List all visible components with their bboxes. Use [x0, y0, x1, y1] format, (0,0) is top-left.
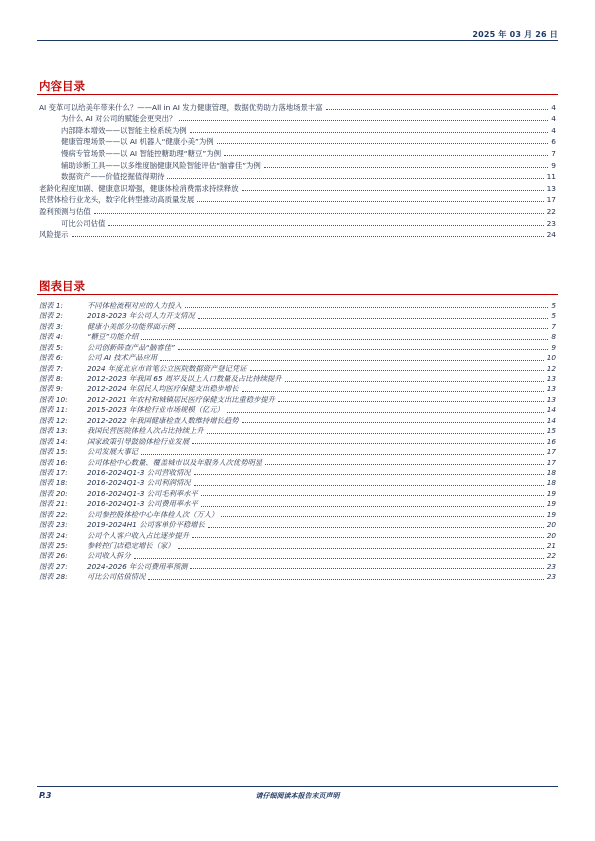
- figure-page: 19: [546, 499, 556, 509]
- figure-title: 2024-2026 年公司费用率预测: [87, 561, 188, 571]
- figure-leader: [178, 328, 549, 329]
- figure-leader: [185, 307, 548, 308]
- figure-page: 7: [551, 321, 556, 331]
- toc-entry-page: 17: [546, 195, 556, 205]
- figure-page: 5: [551, 300, 556, 310]
- toc-entry-page: 11: [546, 172, 556, 182]
- toc-leader: [72, 236, 544, 237]
- figure-label: 图表 11:: [39, 405, 68, 415]
- figure-title: 公司创新筛查产品“脑睿佳”: [87, 342, 175, 352]
- figure-entry[interactable]: [39, 404, 556, 414]
- toc-entry-text: 内部降本增效——以智能主检系统为例: [61, 125, 187, 135]
- toc-entry-text: 健康管理场景——以 AI 机器人“健康小美”为例: [61, 137, 214, 147]
- figure-label: 图表 12:: [39, 415, 68, 425]
- toc-entry-page: 23: [546, 218, 556, 228]
- figure-page: 16: [546, 436, 556, 446]
- figure-label: 图表 18:: [39, 478, 68, 488]
- toc-entry-page: 9: [551, 160, 556, 170]
- figure-label: 图表 25:: [39, 541, 68, 550]
- toc-entry-page: 6: [551, 137, 556, 147]
- page-number: P.3: [39, 791, 52, 800]
- figure-label: 图表 24:: [39, 530, 68, 540]
- figure-entry[interactable]: [39, 467, 556, 477]
- report-date: 2025 年 03 月 26 日: [472, 30, 558, 39]
- figure-title: 2016-2024Q1-3 公司费用率水平: [87, 499, 198, 509]
- figure-page: 13: [546, 374, 556, 383]
- figure-leader: [141, 339, 548, 340]
- figure-label: 图表 27:: [39, 561, 68, 571]
- figure-leader: [201, 495, 544, 496]
- footer-divider: [37, 786, 558, 787]
- header-divider: [37, 40, 558, 41]
- figure-title: 2015-2023 年体检行业市场规模（亿元）: [87, 405, 224, 415]
- toc-entry-page: 24: [546, 230, 556, 240]
- figure-title: 公司 AI 技术产品应用: [87, 353, 158, 363]
- figure-label: 图表 5:: [39, 342, 64, 352]
- figure-entry[interactable]: [39, 488, 556, 498]
- figure-title: 公司发展大事记: [87, 447, 139, 457]
- figure-leader: [242, 391, 544, 392]
- figure-page: 13: [546, 384, 556, 394]
- figure-label: 图表 16:: [39, 457, 68, 467]
- figure-entry[interactable]: [39, 342, 556, 352]
- figure-label: 图表 6:: [39, 353, 64, 363]
- figure-title: 国家政策引导鼓励体检行业发展: [87, 436, 190, 446]
- figure-entry[interactable]: [39, 363, 556, 373]
- figure-entry[interactable]: [39, 530, 556, 540]
- figure-entry[interactable]: [39, 446, 556, 456]
- figure-page: 23: [546, 572, 556, 582]
- figures-title: 图表目录: [39, 279, 85, 293]
- figure-entry[interactable]: [39, 477, 556, 487]
- figure-label: 图表 4:: [39, 332, 64, 342]
- figure-title: “糖豆”功能介绍: [87, 332, 139, 342]
- figure-title: 2016-2024Q1-3 公司营收情况: [87, 467, 191, 477]
- toc-entry-page: 4: [551, 102, 556, 112]
- toc-entry-text: 为什么 AI 对公司的赋能会更突出？: [61, 114, 177, 124]
- figure-leader: [192, 443, 544, 444]
- figure-page: 12: [546, 363, 556, 373]
- toc-entry-text: 风险提示: [39, 230, 69, 240]
- toc-leader: [326, 109, 549, 110]
- footer-disclaimer: 请仔细阅读本报告末页声明: [255, 792, 340, 800]
- figure-page: 20: [546, 520, 556, 530]
- figure-label: 图表 7:: [39, 363, 64, 373]
- toc-entry-text: AI 变革可以给美年带来什么？——All in AI 发力健康管理，数据优势助力落地场景丰富: [39, 102, 323, 112]
- toc-entry-text: 盈利预测与估值: [39, 206, 91, 216]
- figure-title: 可比公司估值情况: [87, 572, 146, 582]
- toc-entry[interactable]: [39, 112, 556, 124]
- toc-entry[interactable]: [39, 146, 556, 158]
- contents-title: 内容目录: [39, 79, 85, 93]
- figure-page: 14: [546, 415, 556, 425]
- toc-leader: [108, 225, 543, 226]
- toc-leader: [190, 132, 549, 133]
- figure-leader: [160, 360, 544, 361]
- figure-page: 15: [546, 426, 556, 436]
- figure-title: 公司个人客户收入占比逐步提升: [87, 530, 190, 540]
- figure-leader: [192, 537, 544, 538]
- figure-label: 图表 20:: [39, 488, 68, 498]
- figure-label: 图表 21:: [39, 499, 68, 509]
- figure-leader: [190, 568, 543, 569]
- toc-entry-text: 辅助诊断工具——以多维度脑健康风险智能评估“脑睿佳”为例: [61, 160, 261, 170]
- figure-entry[interactable]: [39, 498, 556, 508]
- toc-entry[interactable]: [39, 135, 556, 147]
- figure-entry[interactable]: [39, 331, 556, 341]
- figure-leader: [221, 516, 543, 517]
- figure-leader: [134, 558, 544, 559]
- figure-page: 8: [551, 332, 556, 342]
- figure-leader: [141, 454, 544, 455]
- figure-page: 20: [546, 530, 556, 540]
- toc-entry-text: 民营体检行业龙头，数字化转型推动高质量发展: [39, 195, 195, 205]
- figure-leader: [208, 527, 544, 528]
- figure-title: 2012-2024 年居民人均医疗保健支出稳步增长: [87, 384, 239, 394]
- figure-page: 23: [546, 561, 556, 571]
- toc-entry-page: 4: [551, 114, 556, 124]
- figure-label: 图表 3:: [39, 321, 64, 331]
- figure-leader: [178, 548, 544, 549]
- toc-entry-page: 7: [551, 148, 556, 158]
- toc-leader: [94, 213, 544, 214]
- figure-title: 公司参控股体检中心年体检人次（万人）: [87, 509, 219, 519]
- figure-page: 5: [551, 311, 556, 321]
- figure-label: 图表 1:: [39, 300, 64, 310]
- toc-entry[interactable]: [39, 158, 556, 170]
- toc-leader: [217, 143, 549, 144]
- toc-entry-page: 4: [551, 125, 556, 135]
- toc-entry-text: 老龄化程度加剧、健康意识增强，健康体检消费需求持续释放: [39, 183, 239, 193]
- figures-list: [39, 300, 556, 582]
- figure-label: 图表 28:: [39, 572, 68, 582]
- toc-leader: [167, 178, 543, 179]
- toc-leader: [197, 201, 543, 202]
- figure-title: 我国民营医院体检人次占比持续上升: [87, 426, 204, 436]
- toc-leader: [264, 167, 548, 168]
- figure-entry[interactable]: [39, 571, 556, 581]
- figure-entry[interactable]: [39, 384, 556, 394]
- figure-title: 公司体检中心数量、覆盖城市以及年服务人次优势明显: [87, 457, 263, 467]
- figure-entry[interactable]: [39, 551, 556, 561]
- figure-title: 2024 年度北京市首笔公立医院数据资产登记凭证: [87, 363, 247, 373]
- figure-label: 图表 23:: [39, 520, 68, 530]
- figure-title: 2016-2024Q1-3 公司毛利率水平: [87, 488, 198, 498]
- figure-title: 公司收入拆分: [87, 551, 131, 561]
- figure-title: 参转控门店稳定增长（家）: [87, 541, 175, 550]
- figure-page: 19: [546, 509, 556, 519]
- figure-page: 17: [546, 457, 556, 467]
- figure-page: 13: [546, 394, 556, 404]
- toc-entry[interactable]: [39, 123, 556, 135]
- figure-page: 17: [546, 447, 556, 457]
- toc-entry[interactable]: [39, 193, 556, 205]
- figure-label: 图表 13:: [39, 426, 68, 436]
- figure-page: 19: [546, 488, 556, 498]
- toc-entry-page: 22: [546, 206, 556, 216]
- figure-title: 2012-2021 年农村和城镇居民医疗保健支出比重稳步提升: [87, 394, 276, 404]
- toc-entry[interactable]: [39, 216, 556, 228]
- toc-leader: [242, 190, 544, 191]
- figure-title: 2019-2024H1 公司客单价平稳增长: [87, 520, 205, 530]
- figure-leader: [194, 485, 544, 486]
- figure-leader: [201, 506, 544, 507]
- figure-entry[interactable]: [39, 373, 556, 383]
- figure-entry[interactable]: [39, 519, 556, 529]
- figure-label: 图表 8:: [39, 374, 64, 383]
- toc-entry[interactable]: [39, 204, 556, 216]
- figures-title-rule: [37, 294, 558, 295]
- figure-page: 14: [546, 405, 556, 415]
- figure-leader: [250, 370, 544, 371]
- toc-entry-text: 慢病专管场景——以 AI 智能控糖助理“糖豆”为例: [61, 148, 222, 158]
- figure-title: 健康小美部分功能界面示例: [87, 321, 175, 331]
- figure-title: 2012-2022 年我国健康检查人数维持增长趋势: [87, 415, 239, 425]
- toc-leader: [224, 155, 548, 156]
- contents-title-rule: [37, 94, 558, 95]
- figure-entry[interactable]: [39, 509, 556, 519]
- figure-leader: [207, 433, 544, 434]
- toc-entry[interactable]: [39, 228, 556, 240]
- figure-entry[interactable]: [39, 540, 556, 550]
- figure-entry[interactable]: [39, 300, 556, 310]
- figure-entry[interactable]: [39, 425, 556, 435]
- figure-leader: [242, 422, 544, 423]
- figure-title: 2016-2024Q1-3 公司利润情况: [87, 478, 191, 488]
- figure-entry[interactable]: [39, 310, 556, 320]
- figure-page: 18: [546, 467, 556, 477]
- toc-entry-text: 数据资产——价值挖掘值得期待: [61, 172, 165, 182]
- figure-entry[interactable]: [39, 561, 556, 571]
- figure-title: 2018-2023 年公司人力开支情况: [87, 311, 195, 321]
- toc-entry[interactable]: [39, 170, 556, 182]
- figure-label: 图表 9:: [39, 384, 64, 394]
- figure-label: 图表 10:: [39, 394, 68, 404]
- figure-title: 2012-2023 年我国 65 周岁及以上人口数量及占比持续提升: [87, 374, 282, 383]
- figure-label: 图表 15:: [39, 447, 68, 457]
- toc-leader: [179, 120, 548, 121]
- figure-leader: [227, 412, 544, 413]
- toc-entry[interactable]: [39, 181, 556, 193]
- figure-entry[interactable]: [39, 436, 556, 446]
- toc-entry-text: 可比公司估值: [61, 218, 106, 228]
- toc-entry[interactable]: [39, 100, 556, 112]
- figure-label: 图表 2:: [39, 311, 64, 321]
- figure-leader: [278, 401, 544, 402]
- figure-title: 不同体检流程对应的人力投入: [87, 300, 182, 310]
- figure-label: 图表 22:: [39, 509, 68, 519]
- figure-leader: [285, 381, 544, 382]
- figure-entry[interactable]: [39, 352, 556, 362]
- figure-entry[interactable]: [39, 321, 556, 331]
- figure-entry[interactable]: [39, 415, 556, 425]
- figure-page: 9: [551, 342, 556, 352]
- figure-page: 10: [546, 353, 556, 363]
- figure-label: 图表 14:: [39, 436, 68, 446]
- figure-label: 图表 17:: [39, 467, 68, 477]
- contents-list: [39, 100, 556, 239]
- figure-leader: [198, 318, 549, 319]
- figure-page: 21: [546, 541, 556, 550]
- figure-leader: [178, 349, 549, 350]
- toc-entry-page: 13: [546, 183, 556, 193]
- figure-label: 图表 26:: [39, 551, 68, 561]
- figure-leader: [265, 464, 544, 465]
- figure-page: 22: [546, 551, 556, 561]
- figure-entry[interactable]: [39, 394, 556, 404]
- figure-page: 18: [546, 478, 556, 488]
- figure-entry[interactable]: [39, 457, 556, 467]
- figure-leader: [194, 474, 544, 475]
- figure-leader: [148, 579, 543, 580]
